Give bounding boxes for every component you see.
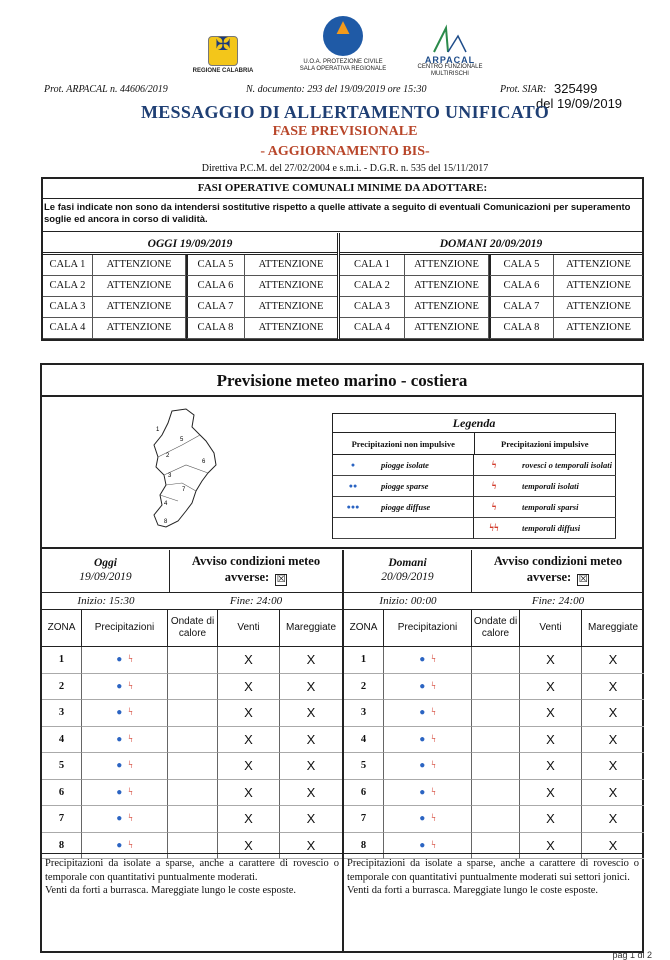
venti-cell: X <box>218 780 280 807</box>
storm-icon: ϟ <box>431 707 436 719</box>
forecast-day-label: Oggi <box>94 557 117 569</box>
zona-cell: 4 <box>42 727 82 754</box>
forecast-domani-times <box>344 593 642 610</box>
cala-name: CALA 1 <box>43 255 93 276</box>
cala-name: CALA 7 <box>187 297 245 318</box>
zona-cell: 7 <box>344 806 384 833</box>
calore-cell <box>472 674 520 701</box>
storm-icon: ϟ <box>431 839 436 851</box>
cala-name: CALA 6 <box>490 276 554 297</box>
calore-cell <box>168 727 218 754</box>
rain-drop-icon: ● <box>116 680 123 692</box>
calore-cell <box>168 647 218 674</box>
rain-drop-icon: ● <box>116 839 123 851</box>
column-header: ZONA <box>42 610 82 647</box>
venti-cell: X <box>520 753 582 780</box>
map-zone-label: 8 <box>164 519 168 525</box>
zona-cell: 5 <box>344 753 384 780</box>
precipitazioni-cell <box>82 727 168 754</box>
calore-cell <box>168 806 218 833</box>
calore-cell <box>472 647 520 674</box>
fine-time: Fine: 24:00 <box>229 595 283 607</box>
avviso-checkbox[interactable]: ☒ <box>276 574 286 585</box>
rain-drop-icon: ● <box>419 813 426 825</box>
cala-name: CALA 5 <box>187 255 245 276</box>
cala-phase: ATTENZIONE <box>554 276 643 297</box>
mareggiate-cell: X <box>582 674 644 701</box>
prot-siar-number: 325499 <box>554 81 598 96</box>
rain-drop-icon: ● <box>116 654 123 666</box>
precipitazioni-cell <box>82 806 168 833</box>
precipitazioni-cell <box>82 780 168 807</box>
storm-icon: ϟ <box>431 813 436 825</box>
rain-drop-icon: ● <box>116 813 123 825</box>
avviso-label: Avviso condizioni meteo avverse: <box>493 554 623 584</box>
forecast-oggi-note <box>42 854 342 951</box>
legend-rows <box>333 455 615 539</box>
legend-item <box>474 476 616 497</box>
venti-cell: X <box>520 727 582 754</box>
fasi-operative-box <box>41 177 644 341</box>
storm-isolated-solid-icon: ϟ <box>491 480 497 492</box>
storm-diffuse-icon: ϟϟ <box>489 522 499 534</box>
legend-label: piogge isolate <box>381 460 429 470</box>
rain-drop-1-icon: ● <box>350 461 356 469</box>
forecast-domani <box>342 550 642 853</box>
storm-icon: ϟ <box>431 654 436 666</box>
fasi-oggi-table <box>43 255 337 339</box>
cala-name: CALA 3 <box>43 297 93 318</box>
storm-isolated-icon: ϟ <box>491 459 497 471</box>
forecast-date: 20/09/2019 <box>381 571 434 583</box>
venti-cell: X <box>520 833 582 860</box>
calore-cell <box>168 753 218 780</box>
venti-cell: X <box>520 780 582 807</box>
fase-title: FASE PREVISIONALE <box>272 124 418 139</box>
rain-drop-icon: ● <box>419 786 426 798</box>
cala-phase: ATTENZIONE <box>93 318 186 339</box>
legend-label: temporali sparsi <box>522 502 579 512</box>
cala-phase: ATTENZIONE <box>554 318 643 339</box>
storm-icon: ϟ <box>431 760 436 772</box>
cala-phase: ATTENZIONE <box>245 297 337 318</box>
zona-cell: 1 <box>344 647 384 674</box>
rain-drop-icon: ● <box>419 654 426 666</box>
zona-cell: 8 <box>344 833 384 860</box>
storm-icon: ϟ <box>128 654 133 666</box>
legend-label: temporali diffusi <box>522 523 581 533</box>
rain-drop-icon: ● <box>419 680 426 692</box>
column-header: Ondate di calore <box>472 610 520 647</box>
mareggiate-cell: X <box>280 780 342 807</box>
column-header: Ondate di calore <box>168 610 218 647</box>
mareggiate-cell: X <box>582 700 644 727</box>
regione-calabria-logo <box>188 36 258 75</box>
column-header: Mareggiate <box>582 610 644 647</box>
zona-cell: 6 <box>42 780 82 807</box>
forecast-day-label: Domani <box>388 557 427 569</box>
rain-drop-icon: ● <box>116 760 123 772</box>
avviso-label: Avviso condizioni meteo avverse: <box>191 554 321 584</box>
meteo-title: Previsione meteo marino - costiera <box>42 365 642 397</box>
rain-drop-icon: ● <box>116 707 123 719</box>
venti-cell: X <box>218 753 280 780</box>
venti-cell: X <box>520 647 582 674</box>
precipitazioni-cell <box>82 700 168 727</box>
fasi-title: FASI OPERATIVE COMUNALI MINIME DA ADOTTARE: <box>43 179 642 199</box>
cala-phase: ATTENZIONE <box>245 255 337 276</box>
arpacal-mark-icon <box>430 24 470 54</box>
storm-icon: ϟ <box>128 786 133 798</box>
precipitazioni-cell <box>384 647 472 674</box>
header-logos <box>0 14 670 80</box>
storm-sparse-icon: ϟ <box>491 501 497 513</box>
cala-name: CALA 4 <box>340 318 405 339</box>
legend-item <box>333 497 474 518</box>
note-precipitazioni: Precipitazioni da isolate a sparse, anche a carattere di rovescio o temporale con quantitativi puntualmente moderati. <box>45 858 339 883</box>
venti-cell: X <box>520 674 582 701</box>
forecast-domani-note <box>342 854 642 951</box>
document-title: MESSAGGIO DI ALLERTAMENTO UNIFICATO <box>140 102 550 122</box>
fine-time: Fine: 24:00 <box>531 595 585 607</box>
cala-phase: ATTENZIONE <box>245 318 337 339</box>
venti-cell: X <box>218 833 280 860</box>
map-zone-label: 5 <box>180 437 184 443</box>
mareggiate-cell: X <box>582 833 644 860</box>
legend-label: temporali isolati <box>522 481 579 491</box>
storm-icon: ϟ <box>128 680 133 692</box>
calore-cell <box>168 700 218 727</box>
rain-drop-icon: ● <box>116 786 123 798</box>
column-header: Mareggiate <box>280 610 342 647</box>
cala-phase: ATTENZIONE <box>554 297 643 318</box>
venti-cell: X <box>218 674 280 701</box>
venti-cell: X <box>218 700 280 727</box>
precipitazioni-cell <box>82 674 168 701</box>
cala-phase: ATTENZIONE <box>93 255 186 276</box>
legend-box <box>332 413 616 539</box>
precipitazioni-cell <box>82 753 168 780</box>
map-zone-label: 4 <box>164 501 168 507</box>
precipitazioni-cell <box>384 780 472 807</box>
legend-item <box>333 476 474 497</box>
map-zone-label: 7 <box>182 487 186 493</box>
arpacal-label: ARPACAL <box>424 55 476 65</box>
calore-cell <box>472 700 520 727</box>
cala-phase: ATTENZIONE <box>554 255 643 276</box>
venti-cell: X <box>218 727 280 754</box>
zona-cell: 8 <box>42 833 82 860</box>
fasi-oggi <box>43 233 337 339</box>
zona-cell: 3 <box>42 700 82 727</box>
calabria-zones-map <box>142 405 232 535</box>
prot-siar-label: Prot. SIAR: <box>500 84 547 95</box>
storm-icon: ϟ <box>128 707 133 719</box>
note-venti: Venti da forti a burrasca. Mareggiate lungo le coste esposte. <box>45 885 297 896</box>
legend-col-non-impulsive: Precipitazioni non impulsive <box>333 433 475 454</box>
forecast-domani-avviso <box>472 550 644 593</box>
calore-cell <box>472 806 520 833</box>
mareggiate-cell: X <box>280 806 342 833</box>
prot-siar-date: del 19/09/2019 <box>536 96 623 111</box>
storm-icon: ϟ <box>431 680 436 692</box>
cala-name: CALA 2 <box>43 276 93 297</box>
calore-cell <box>472 727 520 754</box>
calabria-seal-icon <box>208 36 238 66</box>
map-zone-label: 3 <box>168 473 172 479</box>
cala-name: CALA 6 <box>187 276 245 297</box>
calore-cell <box>168 674 218 701</box>
forecast-oggi-times <box>42 593 342 610</box>
storm-icon: ϟ <box>128 839 133 851</box>
pc-label-line2: SALA OPERATIVA REGIONALE <box>299 66 387 72</box>
mareggiate-cell: X <box>280 727 342 754</box>
precipitazioni-cell <box>384 753 472 780</box>
map-zone-label: 2 <box>166 453 170 459</box>
map-zone-label: 6 <box>202 459 206 465</box>
arpacal-sub-label: CENTRO FUNZIONALE MULTIRISCHI <box>417 64 483 77</box>
zona-cell: 3 <box>344 700 384 727</box>
precipitazioni-cell <box>384 727 472 754</box>
mareggiate-cell: X <box>582 806 644 833</box>
mareggiate-cell: X <box>582 727 644 754</box>
cala-name: CALA 8 <box>187 318 245 339</box>
inizio-time: Inizio: 00:00 <box>379 595 437 607</box>
forecast-domani-header <box>344 550 642 593</box>
legend-col-impulsive: Precipitazioni impulsive <box>501 439 589 449</box>
mareggiate-cell: X <box>582 780 644 807</box>
rain-drop-icon: ● <box>419 839 426 851</box>
cala-name: CALA 2 <box>340 276 405 297</box>
forecast-domani-table <box>344 610 642 859</box>
legend-label: piogge sparse <box>381 481 429 491</box>
cala-phase: ATTENZIONE <box>405 297 489 318</box>
legend-label: rovesci o temporali isolati <box>522 460 612 470</box>
note-precipitazioni: Precipitazioni da isolate a sparse, anche a carattere di rovescio o temporale con quantitativi puntualmente moderati sui settori jonici. <box>347 858 639 883</box>
zona-cell: 4 <box>344 727 384 754</box>
rain-drop-2-icon: ●● <box>348 482 358 490</box>
column-header: Precipitazioni <box>384 610 472 647</box>
cala-phase: ATTENZIONE <box>405 318 489 339</box>
mareggiate-cell: X <box>280 753 342 780</box>
calabria-outline <box>154 409 216 527</box>
mareggiate-cell: X <box>280 647 342 674</box>
zona-cell: 2 <box>344 674 384 701</box>
forecast-oggi <box>42 550 342 853</box>
aggiornamento-title: - AGGIORNAMENTO BIS- <box>260 144 430 159</box>
column-header: Venti <box>218 610 280 647</box>
legend-item <box>474 455 616 476</box>
prot-arpacal: Prot. ARPACAL n. 44606/2019 <box>44 84 168 95</box>
rain-drop-icon: ● <box>419 707 426 719</box>
column-header: Precipitazioni <box>82 610 168 647</box>
document-number: N. documento: 293 del 19/09/2019 ore 15:30 <box>246 84 427 95</box>
calabria-label: REGIONE CALABRIA <box>192 68 254 74</box>
legend-item <box>474 497 616 518</box>
direttiva-line: Direttiva P.C.M. del 27/02/2004 e s.m.i. - D.G.R. n. 535 del 15/11/2017 <box>201 163 489 174</box>
venti-cell: X <box>520 700 582 727</box>
rain-drop-3-icon: ●●● <box>346 503 360 511</box>
zona-cell: 6 <box>344 780 384 807</box>
forecast-oggi-header <box>42 550 342 593</box>
fasi-domani-table <box>340 255 642 339</box>
zona-cell: 1 <box>42 647 82 674</box>
precipitazioni-cell <box>82 647 168 674</box>
fasi-oggi-heading: OGGI 19/09/2019 <box>43 233 337 255</box>
rain-drop-icon: ● <box>419 733 426 745</box>
forecast-oggi-table <box>42 610 342 859</box>
cala-phase: ATTENZIONE <box>93 297 186 318</box>
storm-icon: ϟ <box>128 733 133 745</box>
column-header: ZONA <box>344 610 384 647</box>
precipitazioni-cell <box>384 674 472 701</box>
fasi-domani <box>337 233 642 339</box>
protezione-civile-logo <box>288 16 398 73</box>
forecast-date: 19/09/2019 <box>79 571 132 583</box>
cala-name: CALA 7 <box>490 297 554 318</box>
cala-name: CALA 1 <box>340 255 405 276</box>
legend-label: piogge diffuse <box>381 502 431 512</box>
map-zone-label: 1 <box>156 427 160 433</box>
calore-cell <box>168 780 218 807</box>
cala-phase: ATTENZIONE <box>245 276 337 297</box>
venti-cell: X <box>218 806 280 833</box>
zona-cell: 2 <box>42 674 82 701</box>
mareggiate-cell: X <box>280 700 342 727</box>
fasi-domani-heading: DOMANI 20/09/2019 <box>340 233 642 255</box>
cala-phase: ATTENZIONE <box>93 276 186 297</box>
forecast-oggi-day <box>42 550 170 593</box>
legend-columns <box>333 433 615 455</box>
rain-drop-icon: ● <box>419 760 426 772</box>
map-legend-area <box>42 399 642 549</box>
note-venti: Venti da forti a burrasca. Mareggiate lungo le coste esposte. <box>347 885 599 896</box>
storm-icon: ϟ <box>128 760 133 772</box>
rain-drop-icon: ● <box>116 733 123 745</box>
storm-icon: ϟ <box>431 733 436 745</box>
protezione-civile-emblem-icon <box>323 16 363 56</box>
storm-icon: ϟ <box>431 786 436 798</box>
cala-phase: ATTENZIONE <box>405 276 489 297</box>
cala-name: CALA 4 <box>43 318 93 339</box>
cala-name: CALA 8 <box>490 318 554 339</box>
storm-icon: ϟ <box>128 813 133 825</box>
venti-cell: X <box>520 806 582 833</box>
arpacal-logo <box>410 24 490 78</box>
forecast-domani-day <box>344 550 472 593</box>
precipitazioni-cell <box>384 700 472 727</box>
column-header: Venti <box>520 610 582 647</box>
avviso-checkbox[interactable]: ☒ <box>578 574 588 585</box>
legend-item <box>333 455 474 476</box>
fasi-note: Le fasi indicate non sono da intendersi sostitutive rispetto a quelle attivate a seguito di eventuali Comunicazioni per superamento soglie ed ancora in corso di validità. <box>43 199 642 232</box>
calore-cell <box>472 753 520 780</box>
mareggiate-cell: X <box>582 647 644 674</box>
cala-phase: ATTENZIONE <box>405 255 489 276</box>
cala-name: CALA 5 <box>490 255 554 276</box>
pc-label-line1: U.O.A. PROTEZIONE CIVILE <box>303 59 383 65</box>
legend-item <box>474 518 616 539</box>
legend-item <box>333 518 474 539</box>
page-number: pag 1 di 2 <box>612 950 652 960</box>
fasi-days <box>43 233 642 339</box>
calore-cell <box>472 780 520 807</box>
precipitazioni-cell <box>384 806 472 833</box>
venti-cell: X <box>218 647 280 674</box>
meteo-marino-box <box>40 363 644 953</box>
mareggiate-cell: X <box>582 753 644 780</box>
mareggiate-cell: X <box>280 674 342 701</box>
zona-cell: 5 <box>42 753 82 780</box>
inizio-time: Inizio: 15:30 <box>77 595 135 607</box>
cala-name: CALA 3 <box>340 297 405 318</box>
mareggiate-cell: X <box>280 833 342 860</box>
forecast-oggi-avviso <box>170 550 342 593</box>
zona-cell: 7 <box>42 806 82 833</box>
legend-title: Legenda <box>333 414 615 433</box>
